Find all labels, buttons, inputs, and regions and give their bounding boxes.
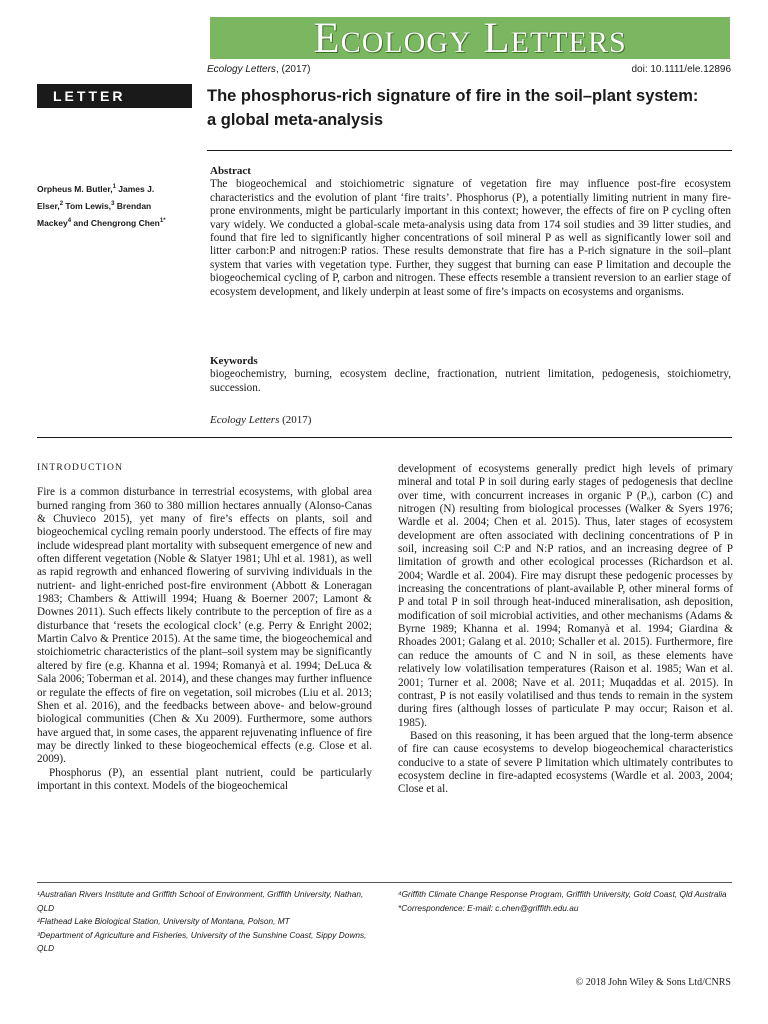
affiliation-mark: 2 [59, 200, 64, 207]
author-name: Mackey [37, 217, 68, 228]
affiliation: ³Department of Agriculture and Fisheries, University of the Sunshine Coast, Sippy Downs, QLD [37, 929, 367, 953]
journal-logo-title: Ecology Letters [313, 15, 627, 62]
correspondence[interactable]: *Correspondence: E-mail: c.chen@griffith.edu.au [398, 902, 579, 913]
body-column-right [398, 463, 733, 797]
doi[interactable]: doi: 10.1111/ele.12896 [631, 64, 731, 75]
article-title [207, 84, 737, 132]
paragraph: development of ecosystems generally predict high levels of primary mineral and total P in soil during early stages of pedogenesis that decline over time, with concurrent increases in organic P (Pₒ), carbon (C) and nitrogen (N) resulting from biological processes (Walker & Syers 1976; Wardle et al. 2004; Chen et al. 2015). Thus, later stages of ecosystem development are often associated with declining concentrations of P in soil, increasing soil C:P and N:P ratios, and an increasing degree of P limitation of growth and other ecological processes (Richardson et al. 2004; Wardle et al. 2004). Fire may disrupt these pedogenic processes by increasing the concentrations of plant-available P, other mineral forms of P and total P in soil through heat-induced mineralisation, ash deposition, modification of soil microbial activities, and other mechanisms (Adams & Byrne 1989; Khanna et al. 1994; Romanyà et al. 1994; Giardina & Rhoades 2001; Galang et al. 2010; Schaller et al. 2015). Furthermore, fire can reduce the amounts of C and N in soil, as these elements have relatively low volatilisation temperatures (Raison et al. 1985; Wan et al. 2001; Turner et al. 2008; Nave et al. 2011; Muqaddas et al. 2015). In contrast, P is not easily volatilised and thus tends to remain in the system during fires (although losses of particulate P may occur; Raison et al. 1985). [398, 463, 733, 729]
affiliations-left [37, 888, 377, 956]
affiliation: ¹Australian Rivers Institute and Griffith School of Environment, Griffith University, Nathan, QLD [37, 889, 364, 913]
affiliation-mark: 3 [111, 200, 115, 207]
journal-banner [210, 15, 730, 62]
body-divider [37, 437, 732, 438]
paragraph: Fire is a common disturbance in terrestrial ecosystems, with global area burned ranging from 360 to 380 million hectares annually (Alonso-Canas & Chuvieco 2015), yet many of fire’s effects on plants, soil and biogeochemical cycling remain poorly understood. The effects of fire may include widespread plant mortality with subsequent emergence of new and often different vegetation (Noble & Slatyer 1981; Uhl et al. 1981), as well as rapid regrowth and enhanced flowering of surviving individuals in the nutrient- and light-enriched post-fire environment (Abbott & Loneragan 1983; Chambers & Attiwill 1994; Huang & Boerner 2007; Lamont & Downes 2011). Such effects likely contribute to the perception of fire as a disturbance that ‘resets the ecological clock’ (e.g. Perry & Enright 2002; Martin Calvo & Prentice 2015). At the same time, the biogeochemical and stoichiometric characteristics of the plant–soil system may be significantly altered by fire (e.g. Khanna et al. 1994; Romanyà et al. 1994; DeLuca & Sala 2006; Toberman et al. 2014), and these changes may further influence or regulate the effects of fire on vegetation, soil microbes (Liu et al. 2013; Shen et al. 2016), and the feedbacks between above- and below-ground biological communities (Chen & Xu 2009). Furthermore, some authors have argued that, in some cases, the apparent rejuvenating influence of fire may be directly linked to these biogeochemical effects (e.g. Close et al. 2009). [37, 486, 372, 766]
author-name: James J. [115, 183, 155, 194]
article-citation [210, 414, 311, 426]
paragraph: Phosphorus (P), an essential plant nutrient, could be particularly important in this context. Models of the biogeochemical [37, 766, 372, 792]
author-name: Orpheus M. Butler, [37, 183, 113, 194]
keywords-text: biogeochemistry, burning, ecosystem decline, fractionation, nutrient limitation, pedogenesis, stoichiometry, succession. [210, 368, 731, 394]
body-column-left [37, 462, 372, 793]
author-name: Elser, [37, 200, 60, 211]
abstract [210, 165, 731, 299]
section-heading-introduction: INTRODUCTION [37, 463, 124, 473]
title-line-2: a global meta-analysis [207, 111, 384, 129]
paragraph: Based on this reasoning, it has been argued that the long-term absence of fire can cause ecosystems to develop biogeochemical characteristics conducive to a state of severe P limitation which ultimately contributes to ecosystem decline in fire-adapted ecosystems (Wardle et al. 2003, 2004; Close et al. [398, 729, 733, 796]
author-name: Tom Lewis, [63, 200, 112, 211]
citation-year: (2017) [279, 414, 312, 426]
copyright: © 2018 John Wiley & Sons Ltd/CNRS [575, 977, 731, 988]
citation-journal: Ecology Letters [210, 414, 280, 426]
journal-name: Ecology Letters [207, 64, 276, 75]
footnote-divider [37, 882, 732, 883]
abstract-heading: Abstract [210, 165, 251, 177]
author-name: and Chengrong Chen [71, 217, 160, 228]
title-line-1: The phosphorus-rich signature of fire in the soil–plant system: [207, 87, 699, 105]
journal-year: , (2017) [275, 64, 311, 75]
author-name: Brendan [114, 200, 152, 211]
abstract-text: The biogeochemical and stoichiometric signature of vegetation fire may influence post-fire ecosystem characteristics and the evolution of plant ‘fire traits’. Phosphorus (P), a potentially limiting nutrient in many fire-prone environments, might be particularly important in this context; however, the effects of fire on P cycling often vary widely. We conducted a global-scale meta-analysis using data from 174 soil studies and 39 litter studies, and found that fire led to significantly higher concentrations of soil mineral P as well as significantly lower soil and litter carbon:P and nitrogen:P ratios. These results demonstrate that fire has a P-rich signature in the soil–plant system that varies with vegetation type. Further, they suggest that burning can ease P limitation and decouple the biogeochemical cycling of P, carbon and nitrogen. These effects resemble a transient reversion to an earlier stage of ecosystem development, and likely underpin at least some of fire’s impacts on ecosystems and organisms. [210, 178, 731, 298]
article-type-label: LETTER [37, 84, 192, 108]
affiliations-right [398, 888, 731, 915]
keywords-heading: Keywords [210, 355, 258, 367]
affiliation-mark: 4 [67, 217, 72, 224]
journal-citation-line [207, 64, 731, 75]
affiliation: ⁴Griffith Climate Change Response Program, Griffith University, Gold Coast, Qld Australia [398, 889, 727, 899]
keywords [210, 355, 731, 395]
header-divider [207, 150, 732, 151]
author-list [37, 180, 197, 230]
affiliation-mark: 1* [159, 217, 166, 224]
affiliation-mark: 1 [112, 184, 116, 190]
affiliation: ²Flathead Lake Biological Station, University of Montana, Polson, MT [37, 916, 290, 926]
